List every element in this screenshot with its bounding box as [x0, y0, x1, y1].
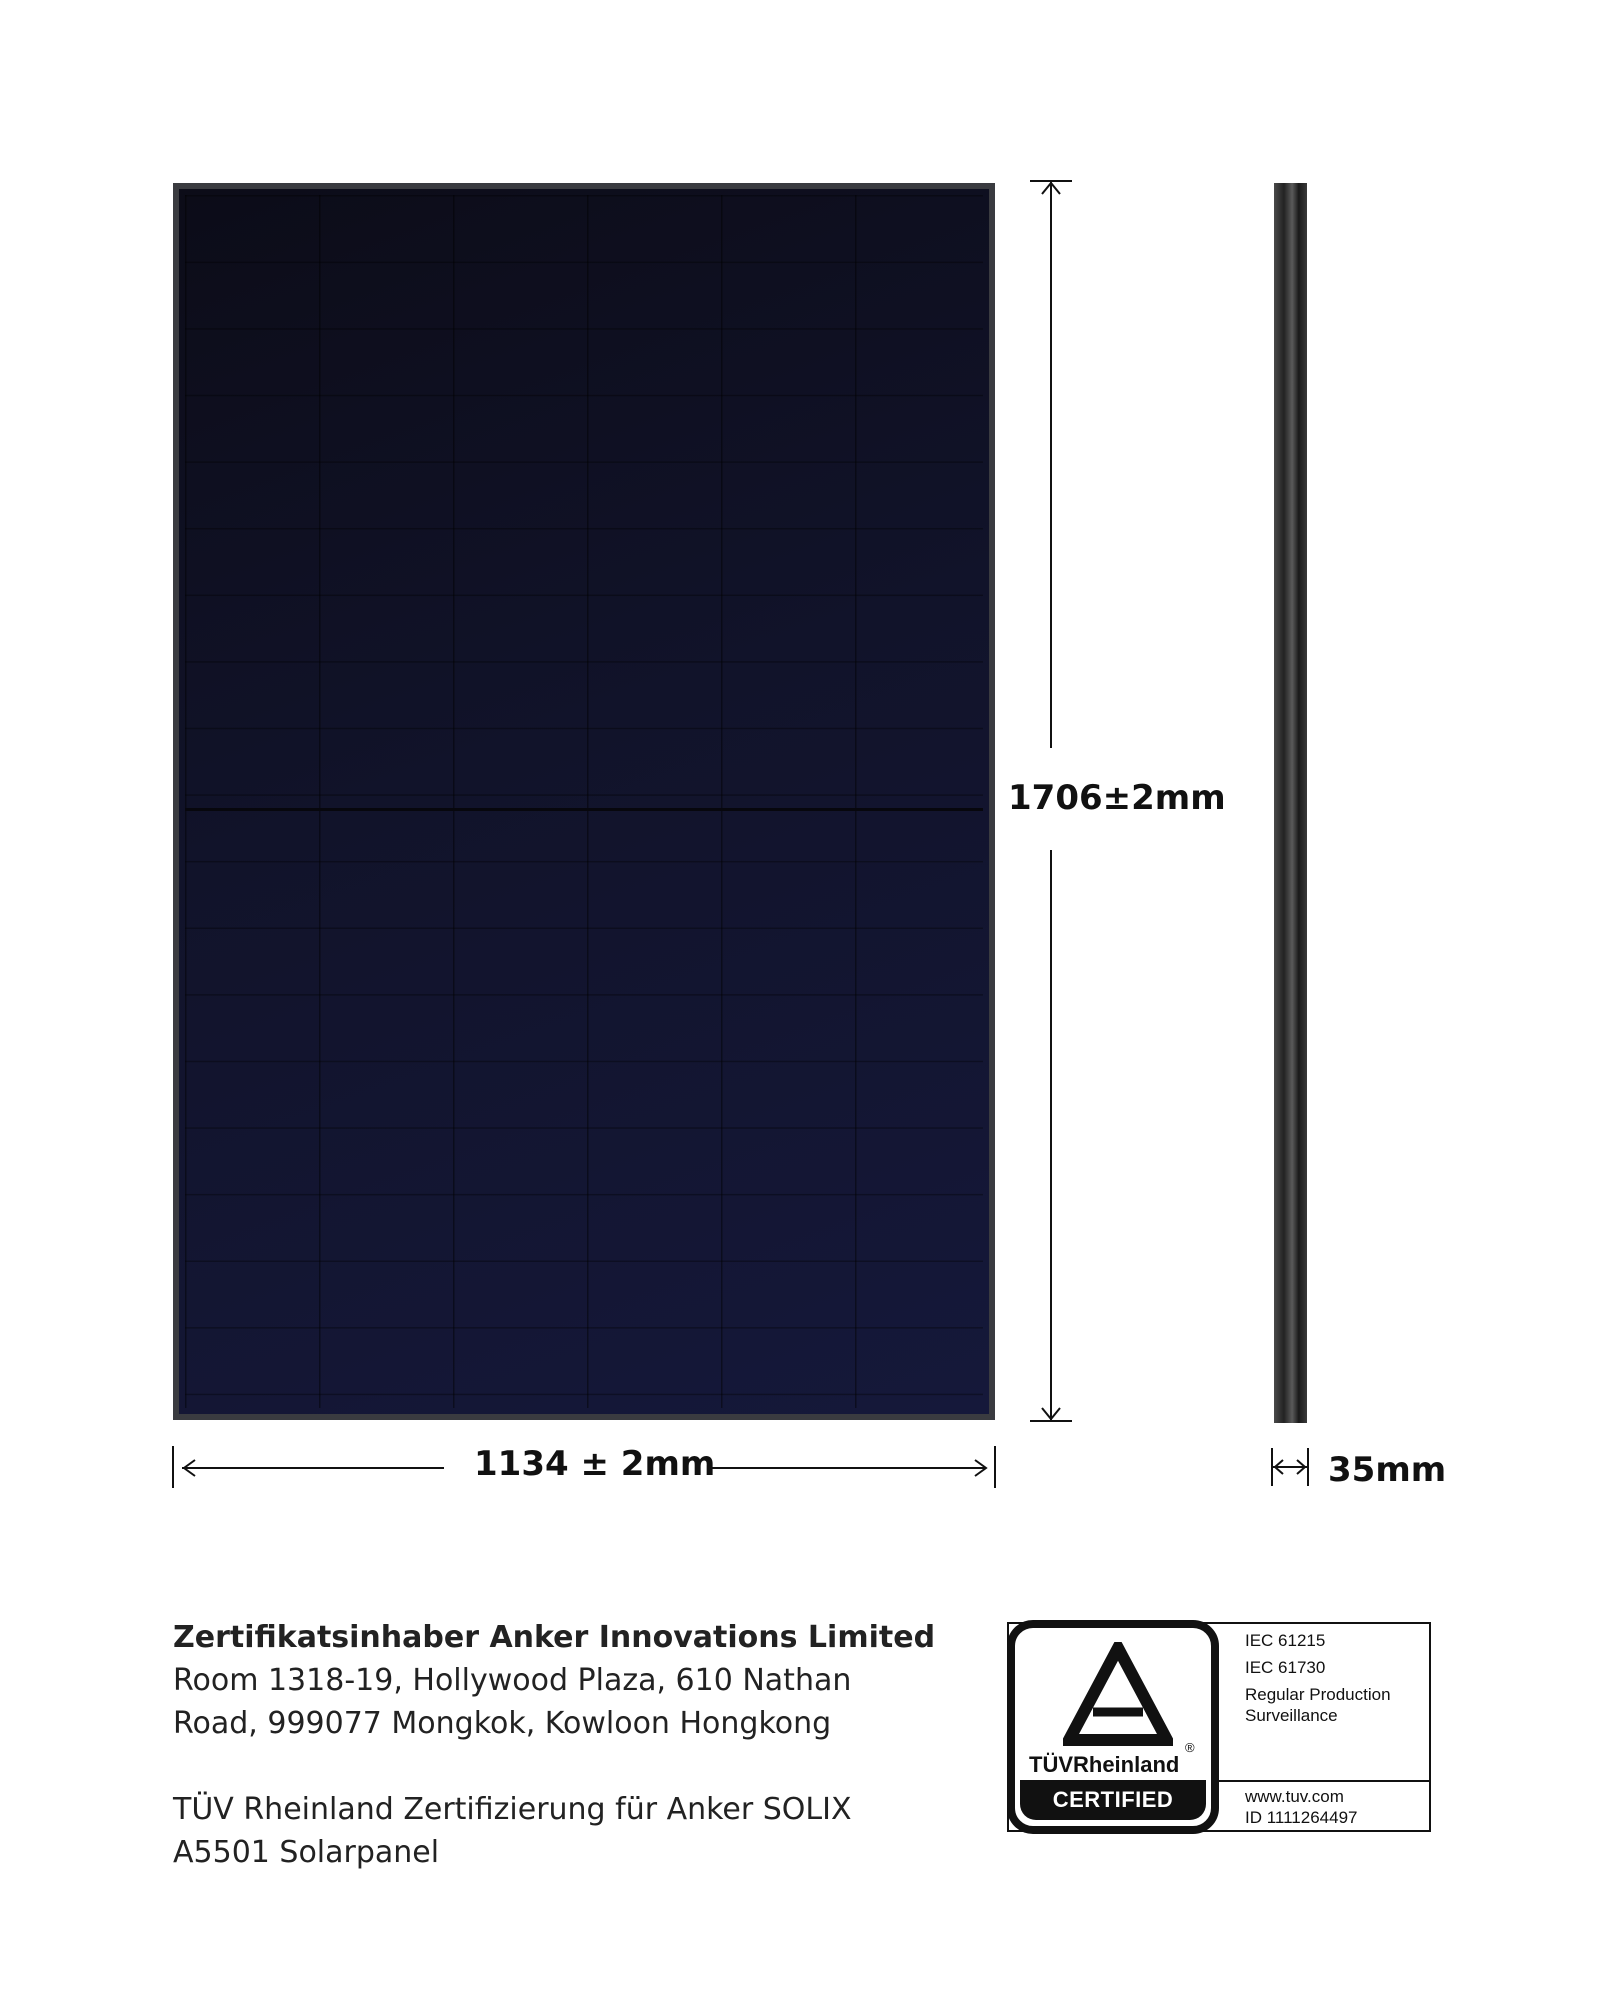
width-line-left: [182, 1467, 444, 1469]
certification-line: TÜV Rheinland Zertifizierung für Anker SOLIX: [173, 1792, 852, 1827]
arrow-right-icon: [1296, 1459, 1306, 1475]
solar-cell-grid: [185, 195, 983, 1408]
arrow-down-icon: [1041, 1407, 1061, 1421]
tuv-brand-name: TÜVRheinland: [1029, 1752, 1180, 1777]
certificate-info: [173, 1616, 973, 1874]
registered-mark: ®: [1185, 1740, 1195, 1755]
width-right-tick: [994, 1446, 996, 1488]
arrow-right-icon: [974, 1459, 988, 1477]
width-line-right: [708, 1467, 986, 1469]
standard-item: IEC 61215: [1245, 1631, 1326, 1650]
standard-item: IEC 61730: [1245, 1658, 1326, 1677]
certified-label: CERTIFIED: [1020, 1780, 1206, 1820]
width-left-tick: [172, 1446, 174, 1488]
certificate-holder-title: Zertifikatsinhaber Anker Innovations Limited: [173, 1620, 936, 1655]
solar-panel-front: [173, 183, 995, 1420]
address-line: Road, 999077 Mongkok, Kowloon Hongkong: [173, 1706, 832, 1741]
tuv-triangle-icon: [1063, 1642, 1173, 1746]
arrow-up-icon: [1041, 181, 1061, 195]
badge-id: ID 1111264497: [1245, 1808, 1358, 1827]
panel-center-divider: [185, 808, 983, 811]
badge-contact: [1245, 1786, 1357, 1828]
arrow-left-icon: [1274, 1459, 1284, 1475]
depth-dimension: [1271, 1448, 1315, 1488]
certification-line: A5501 Solarpanel: [173, 1835, 440, 1870]
address-line: Room 1318-19, Hollywood Plaza, 610 Nathan: [173, 1663, 852, 1698]
badge-website: www.tuv.com: [1245, 1787, 1344, 1806]
height-label: 1706±2mm: [1008, 778, 1226, 818]
width-label: 1134 ± 2mm: [474, 1444, 716, 1484]
height-line-upper: [1050, 182, 1052, 748]
depth-label: 35mm: [1328, 1450, 1447, 1490]
standard-item: Surveillance: [1245, 1706, 1338, 1725]
standards-list: [1245, 1630, 1391, 1726]
standard-item: Regular Production: [1245, 1685, 1391, 1704]
solar-panel-side-profile: [1274, 183, 1307, 1423]
height-line-lower: [1050, 850, 1052, 1420]
depth-right-tick: [1307, 1448, 1309, 1486]
badge-divider: [1219, 1780, 1429, 1782]
arrow-left-icon: [182, 1459, 196, 1477]
